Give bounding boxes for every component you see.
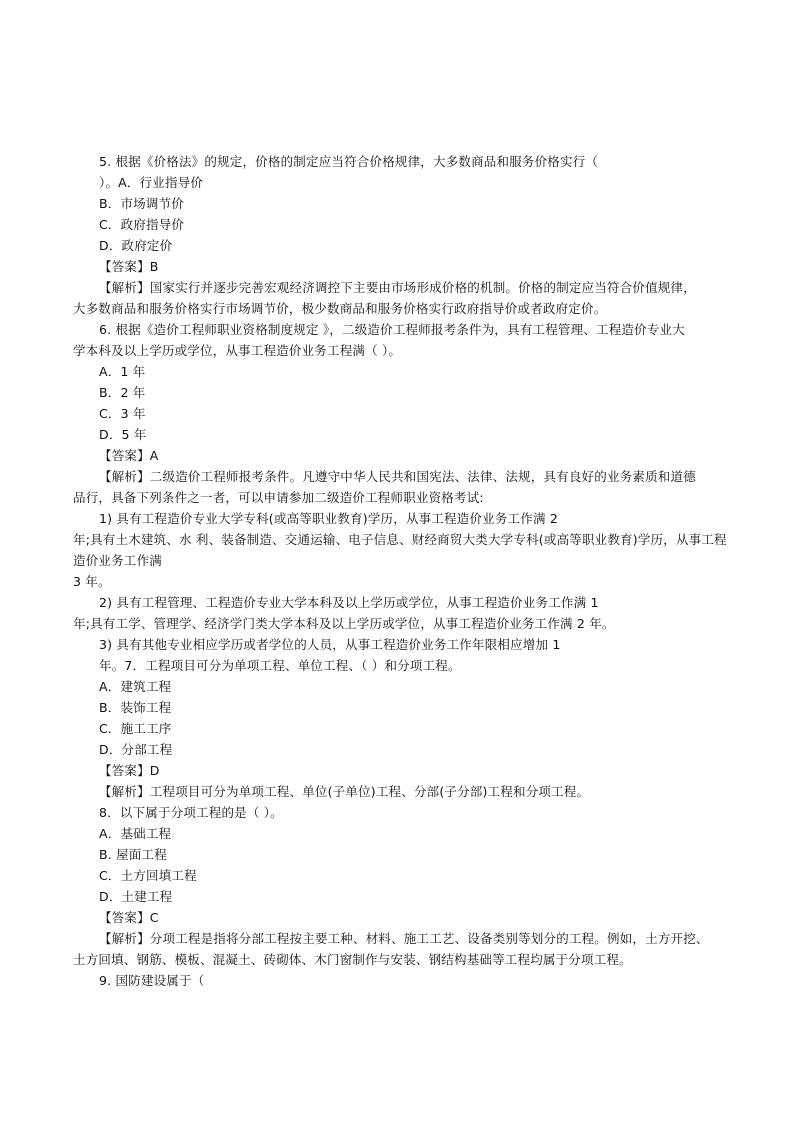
q8-stem: 8．以下属于分项工程的是（ ）。 bbox=[99, 805, 283, 820]
q6-option-b: B．2 年 bbox=[99, 385, 146, 400]
q5-option-b: B．市场调节价 bbox=[99, 196, 184, 211]
q6-answer: 【答案】A bbox=[99, 448, 159, 463]
q8-answer: 【答案】C bbox=[99, 910, 159, 925]
q6-analysis-line1: 【解析】二级造价工程师报考条件。凡遵守中华人民共和国宪法、法律、法规，具有良好的业务素质和道德 bbox=[99, 469, 696, 484]
q9-stem: 9. 国防建设属于（ bbox=[99, 973, 205, 988]
q5-option-d: D．政府定价 bbox=[99, 238, 173, 253]
q8-option-b: B. 屋面工程 bbox=[99, 847, 167, 862]
q8-analysis-line1: 【解析】分项工程是指将分部工程按主要工种、材料、施工工艺、设备类别等划分的工程。例如，土方开挖、 bbox=[99, 931, 709, 946]
q6-stem-line1: 6. 根据《造价工程师职业资格制度规定 》，二级造价工程师报考条件为，具有工程管理、工程造价专业大 bbox=[99, 322, 685, 337]
q6-condition-3-line1: 3) 具有其他专业相应学历或者学位的人员，从事工程造价业务工作年限相应增加 1 bbox=[99, 637, 561, 652]
q6-condition-1-line4: 3 年。 bbox=[73, 574, 111, 589]
q5-analysis-line2: 大多数商品和服务价格实行市场调节价，极少数商品和服务价格实行政府指导价或者政府定价。 bbox=[73, 301, 607, 316]
q7-analysis: 【解析】工程项目可分为单项工程、单位(子单位)工程、分部(子分部)工程和分项工程。 bbox=[99, 784, 590, 799]
q6-condition-2-line1: 2) 具有工程管理、工程造价专业大学本科及以上学历或学位，从事工程造价业务工作满 1 bbox=[99, 595, 599, 610]
q7-option-a: A．建筑工程 bbox=[99, 679, 172, 694]
q5-stem-line2-option-a: ）。A．行业指导价 bbox=[99, 175, 204, 190]
q7-answer: 【答案】D bbox=[99, 763, 160, 778]
q5-option-c: C．政府指导价 bbox=[99, 217, 185, 232]
q8-analysis-line2: 土方回填、钢筋、模板、混凝土、砖砌体、木门窗制作与安装、钢结构基础等工程均属于分项工程。 bbox=[73, 952, 632, 967]
q6-condition-1-line2: 年;具有土木建筑、水 利、装备制造、交通运输、电子信息、财经商贸大类大学专科(或高等职业教育)学历，从事工程 bbox=[73, 532, 727, 547]
q6-option-a: A．1 年 bbox=[99, 364, 146, 379]
q8-option-a: A．基础工程 bbox=[99, 826, 172, 841]
q8-option-c: C．土方回填工程 bbox=[99, 868, 197, 883]
q7-option-c: C．施工工序 bbox=[99, 721, 172, 736]
q5-stem-line1: 5. 根据《价格法》的规定，价格的制定应当符合价格规律，大多数商品和服务价格实行（ bbox=[99, 154, 599, 169]
q7-stem: 年。7．工程项目可分为单项工程、单位工程、（ ）和分项工程。 bbox=[99, 658, 461, 673]
q6-analysis-line2: 品行，具备下列条件之一者，可以申请参加二级造价工程师职业资格考试: bbox=[73, 490, 484, 505]
q7-option-d: D．分部工程 bbox=[99, 742, 173, 757]
q6-condition-1-line1: 1) 具有工程造价专业大学专科(或高等职业教育)学历，从事工程造价业务工作满 2 bbox=[99, 511, 558, 526]
q5-analysis-line1: 【解析】国家实行并逐步完善宏观经济调控下主要由市场形成价格的机制。价格的制定应当符合价值规律， bbox=[99, 280, 696, 295]
q6-stem-line2: 学本科及以上学历或学位，从事工程造价业务工程满（ ）。 bbox=[73, 343, 402, 358]
q5-answer: 【答案】B bbox=[99, 259, 159, 274]
q6-option-c: C．3 年 bbox=[99, 406, 146, 421]
q6-option-d: D．5 年 bbox=[99, 427, 147, 442]
q6-condition-1-line3: 造价业务工作满 bbox=[73, 553, 162, 568]
q7-option-b: B．装饰工程 bbox=[99, 700, 172, 715]
q6-condition-2-line2: 年;具有工学、管理学、经济学门类大学本科及以上学历或学位，从事工程造价业务工作满 2 年。 bbox=[73, 616, 615, 631]
q8-option-d: D．土建工程 bbox=[99, 889, 173, 904]
